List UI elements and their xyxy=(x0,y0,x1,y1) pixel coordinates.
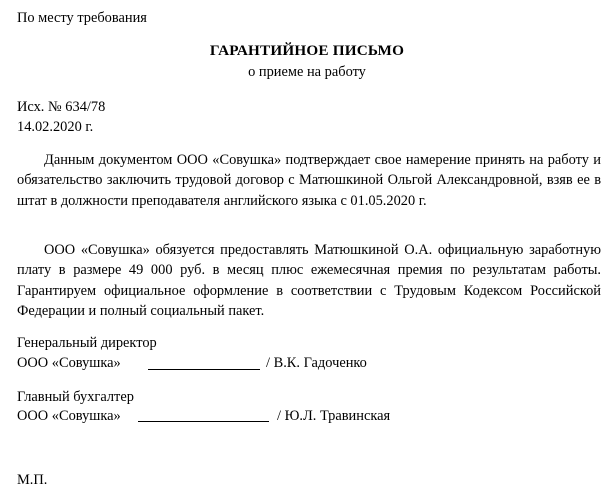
signatory-organization-director: ООО «Совушка» xyxy=(17,355,121,371)
body-paragraph-terms: ООО «Совушка» обязуется предоставлять Матюшкиной О.А. официальную заработную плату в размере 49 000 руб. в месяц плюс ежемесячная премия по результатам работы. Гарантируем официальное оформление в соответствии с Трудовым Кодексом Российской Федерации и полный социальный пакет. xyxy=(17,242,601,320)
body-paragraph-intent: Данным документом ООО «Совушка» подтверждает свое намерение принять на работу и обязательство заключить трудовой договор с Матюшкиной Ольгой Александровной, взяв ее в штат в должности преподавателя английского языка с 01.05.2020 г. xyxy=(17,152,601,209)
document-subtitle: о приеме на работу xyxy=(248,64,366,80)
stamp-placeholder-label: М.П. xyxy=(17,472,48,488)
signatory-name-director: / В.К. Гадоченко xyxy=(266,355,367,371)
signature-line-accountant xyxy=(138,421,269,422)
signatory-position-accountant: Главный бухгалтер xyxy=(17,389,134,405)
signatory-organization-accountant: ООО «Совушка» xyxy=(17,408,121,424)
document-title: ГАРАНТИЙНОЕ ПИСЬМО xyxy=(209,42,405,59)
document-date: 14.02.2020 г. xyxy=(17,119,94,135)
addressee-line: По месту требования xyxy=(17,10,147,26)
signature-line-director xyxy=(148,369,260,370)
signatory-name-accountant: / Ю.Л. Травинская xyxy=(277,408,391,424)
outgoing-reference-number: Исх. № 634/78 xyxy=(17,99,106,115)
signatory-position-director: Генеральный директор xyxy=(17,335,157,351)
